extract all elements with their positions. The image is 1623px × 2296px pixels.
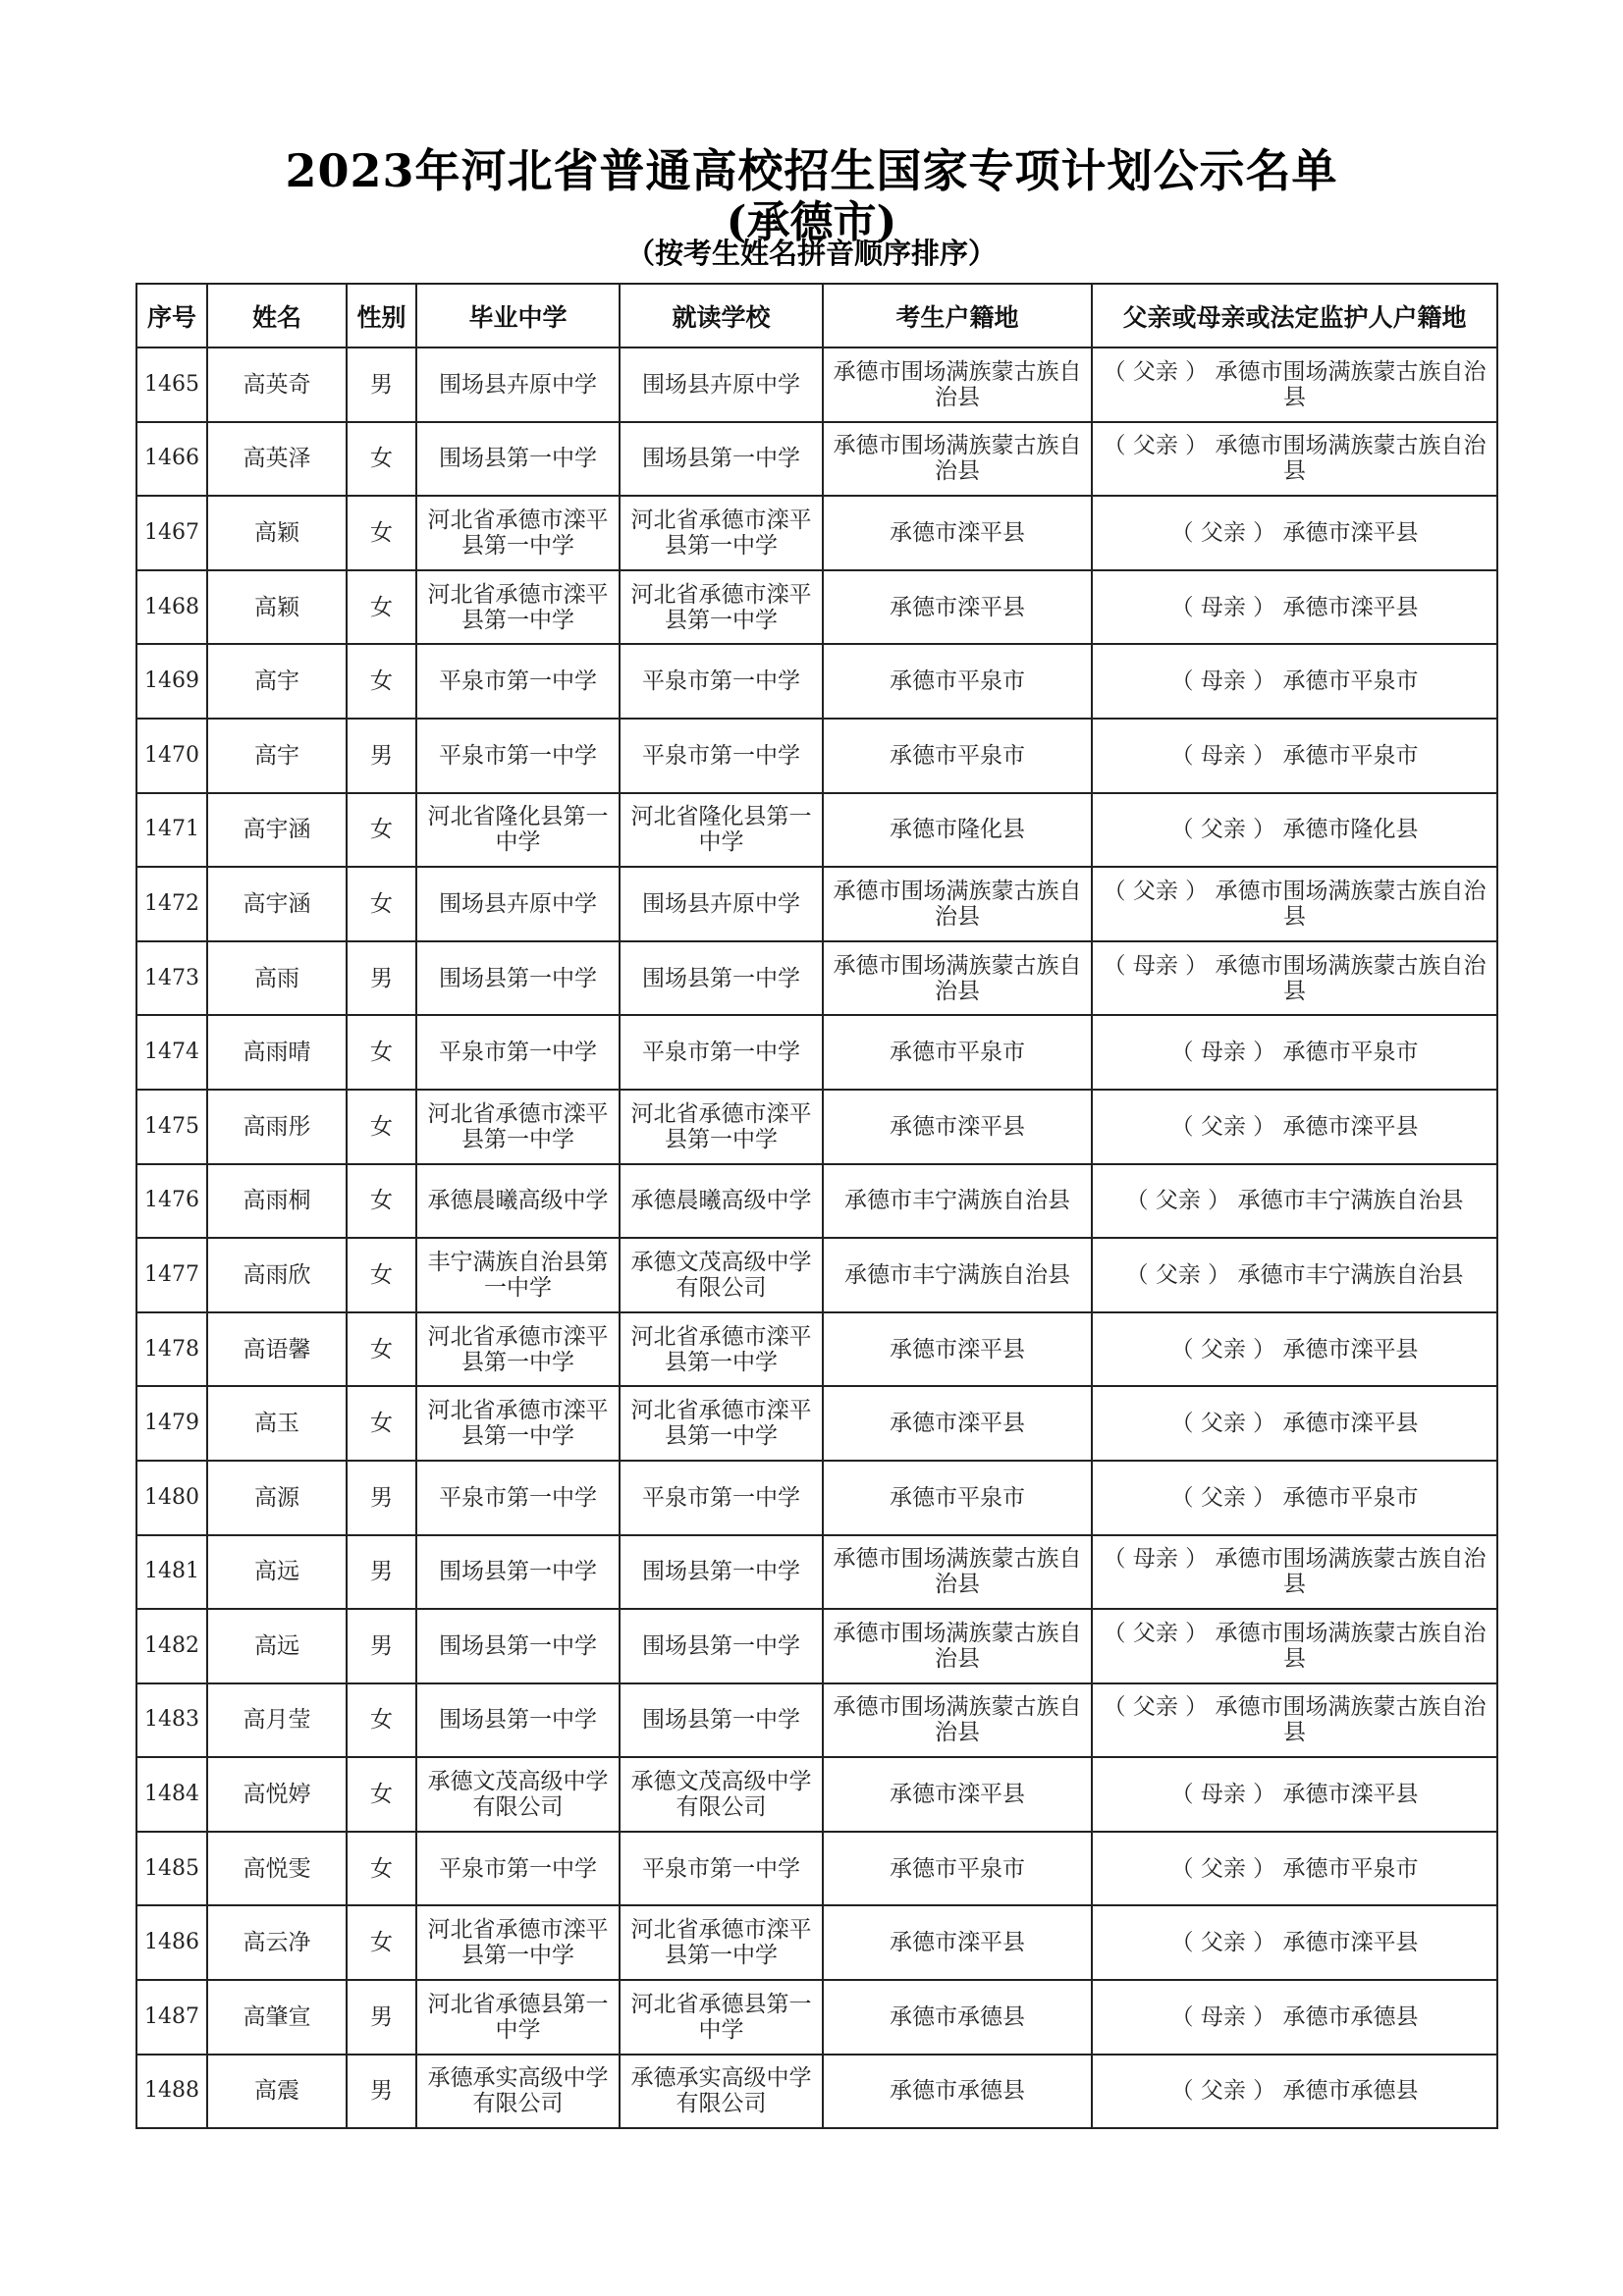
table-row [136,1757,1497,1832]
cell-no: 1482 [136,1609,207,1683]
cell-gender: 男 [347,719,416,793]
cell-gender: 女 [347,1683,416,1758]
cell-gender: 女 [347,570,416,645]
guardian-place: 承德市滦平县 [1282,1930,1419,1956]
table-row [136,1832,1497,1906]
cell-name: 高宇 [207,644,347,719]
cell-gender: 男 [347,941,416,1016]
cell-guardian-household [1092,644,1497,719]
cell-no: 1480 [136,1461,207,1535]
cell-grad-school: 围场县第一中学 [416,1609,620,1683]
cell-study-school: 围场县第一中学 [620,1683,823,1758]
table-row [136,1609,1497,1683]
sort-note: （按考生姓名拼音顺序排序） [625,237,997,270]
cell-gender: 男 [347,1609,416,1683]
guardian-relation: （ 父亲 ） [1125,1188,1231,1214]
cell-no: 1478 [136,1312,207,1387]
cell-name: 高雨晴 [207,1015,347,1090]
cell-study-school: 围场县第一中学 [620,422,823,497]
guardian-place: 承德市滦平县 [1282,1411,1419,1437]
cell-no: 1471 [136,793,207,868]
cell-household: 承德市围场满族蒙古族自治县 [823,1535,1092,1610]
cell-household: 承德市滦平县 [823,496,1092,570]
table-row [136,347,1497,422]
cell-household: 承德市滦平县 [823,1312,1092,1387]
guardian-relation: （ 母亲 ） [1170,668,1276,695]
cell-household: 承德市平泉市 [823,1015,1092,1090]
cell-study-school: 平泉市第一中学 [620,719,823,793]
guardian-relation: （ 父亲 ） [1170,817,1276,843]
cell-name: 高雨桐 [207,1164,347,1239]
cell-gender: 女 [347,793,416,868]
cell-grad-school: 河北省承德市滦平县第一中学 [416,1386,620,1461]
table-row [136,1980,1497,2055]
cell-household: 承德市围场满族蒙古族自治县 [823,1683,1092,1758]
header-guardian-household: 父亲或母亲或法定监护人户籍地 [1092,284,1497,347]
cell-study-school: 河北省承德市滦平县第一中学 [620,1386,823,1461]
cell-household: 承德市丰宁满族自治县 [823,1238,1092,1312]
header-no: 序号 [136,284,207,347]
table-row [136,1535,1497,1610]
header-row [136,284,1497,347]
cell-gender: 女 [347,1312,416,1387]
cell-guardian-household [1092,1312,1497,1387]
cell-no: 1487 [136,1980,207,2055]
table-body [136,347,1497,2128]
header-gender: 性别 [347,284,416,347]
guardian-relation: （ 母亲 ） [1170,1782,1276,1808]
cell-name: 高英奇 [207,347,347,422]
guardian-relation: （ 母亲 ） [1170,1040,1276,1066]
guardian-place: 承德市滦平县 [1282,1113,1419,1140]
cell-guardian-household [1092,496,1497,570]
cell-no: 1476 [136,1164,207,1239]
cell-grad-school: 承德承实高级中学有限公司 [416,2055,620,2129]
table-row [136,422,1497,497]
cell-name: 高远 [207,1535,347,1610]
cell-grad-school: 河北省承德市滦平县第一中学 [416,1905,620,1980]
cell-household: 承德市承德县 [823,2055,1092,2129]
guardian-relation: （ 父亲 ） [1170,1930,1276,1956]
cell-no: 1481 [136,1535,207,1610]
guardian-relation: （ 父亲 ） [1103,358,1209,385]
cell-household: 承德市平泉市 [823,644,1092,719]
table-row [136,1090,1497,1164]
header-grad-school: 毕业中学 [416,284,620,347]
cell-name: 高震 [207,2055,347,2129]
guardian-relation: （ 父亲 ） [1170,1113,1276,1140]
cell-household: 承德市滦平县 [823,1757,1092,1832]
guardian-relation: （ 父亲 ） [1103,878,1209,904]
cell-no: 1465 [136,347,207,422]
cell-no: 1477 [136,1238,207,1312]
cell-study-school: 河北省承德市滦平县第一中学 [620,570,823,645]
guardian-place: 承德市平泉市 [1282,668,1419,695]
cell-name: 高雨欣 [207,1238,347,1312]
cell-name: 高雨 [207,941,347,1016]
cell-study-school: 河北省承德市滦平县第一中学 [620,1905,823,1980]
cell-no: 1469 [136,644,207,719]
cell-name: 高玉 [207,1386,347,1461]
cell-guardian-household [1092,1757,1497,1832]
cell-household: 承德市平泉市 [823,1832,1092,1906]
cell-household: 承德市滦平县 [823,570,1092,645]
cell-gender: 男 [347,2055,416,2129]
cell-gender: 女 [347,1386,416,1461]
cell-household: 承德市围场满族蒙古族自治县 [823,867,1092,941]
document-title: 2023年河北省普通高校招生国家专项计划公示名单 [285,144,1338,197]
cell-household: 承德市丰宁满族自治县 [823,1164,1092,1239]
guardian-place: 承德市围场满族蒙古族自治县 [1215,358,1487,410]
cell-household: 承德市滦平县 [823,1905,1092,1980]
cell-study-school: 平泉市第一中学 [620,1832,823,1906]
cell-name: 高语馨 [207,1312,347,1387]
cell-gender: 女 [347,1164,416,1239]
guardian-relation: （ 父亲 ） [1125,1261,1231,1288]
cell-household: 承德市平泉市 [823,1461,1092,1535]
cell-household: 承德市承德县 [823,1980,1092,2055]
cell-guardian-household [1092,1683,1497,1758]
cell-grad-school: 平泉市第一中学 [416,1015,620,1090]
cell-grad-school: 河北省承德县第一中学 [416,1980,620,2055]
cell-grad-school: 丰宁满族自治县第一中学 [416,1238,620,1312]
guardian-place: 承德市丰宁满族自治县 [1237,1261,1464,1288]
cell-household: 承德市围场满族蒙古族自治县 [823,422,1092,497]
guardian-place: 承德市滦平县 [1282,1336,1419,1362]
guardian-relation: （ 父亲 ） [1170,1411,1276,1437]
cell-no: 1466 [136,422,207,497]
guardian-relation: （ 父亲 ） [1170,519,1276,546]
cell-guardian-household [1092,422,1497,497]
cell-study-school: 承德文茂高级中学有限公司 [620,1757,823,1832]
cell-grad-school: 河北省承德市滦平县第一中学 [416,570,620,645]
cell-gender: 女 [347,1905,416,1980]
cell-no: 1483 [136,1683,207,1758]
table-row [136,496,1497,570]
cell-name: 高云净 [207,1905,347,1980]
cell-study-school: 承德承实高级中学有限公司 [620,2055,823,2129]
guardian-relation: （ 父亲 ） [1103,1620,1209,1646]
cell-grad-school: 平泉市第一中学 [416,719,620,793]
header-study-school: 就读学校 [620,284,823,347]
guardian-relation: （ 父亲 ） [1170,1336,1276,1362]
cell-no: 1472 [136,867,207,941]
cell-guardian-household [1092,1386,1497,1461]
cell-study-school: 平泉市第一中学 [620,1015,823,1090]
cell-gender: 女 [347,1090,416,1164]
guardian-relation: （ 母亲 ） [1170,742,1276,769]
cell-household: 承德市滦平县 [823,1090,1092,1164]
guardian-relation: （ 父亲 ） [1170,1855,1276,1882]
cell-name: 高宇 [207,719,347,793]
cell-name: 高源 [207,1461,347,1535]
cell-gender: 女 [347,1832,416,1906]
cell-guardian-household [1092,1535,1497,1610]
guardian-place: 承德市围场满族蒙古族自治县 [1215,1546,1487,1598]
table-row [136,1312,1497,1387]
table-row [136,719,1497,793]
cell-grad-school: 平泉市第一中学 [416,1461,620,1535]
cell-gender: 女 [347,644,416,719]
cell-study-school: 平泉市第一中学 [620,644,823,719]
cell-grad-school: 围场县第一中学 [416,422,620,497]
cell-household: 承德市围场满族蒙古族自治县 [823,941,1092,1016]
guardian-place: 承德市围场满族蒙古族自治县 [1215,952,1487,1004]
cell-name: 高悦雯 [207,1832,347,1906]
cell-study-school: 承德文茂高级中学有限公司 [620,1238,823,1312]
cell-gender: 女 [347,1015,416,1090]
table-row [136,1683,1497,1758]
guardian-relation: （ 父亲 ） [1170,2078,1276,2105]
guardian-place: 承德市围场满族蒙古族自治县 [1215,1620,1487,1672]
cell-grad-school: 平泉市第一中学 [416,644,620,719]
cell-gender: 男 [347,1980,416,2055]
cell-guardian-household [1092,1164,1497,1239]
guardian-place: 承德市平泉市 [1282,742,1419,769]
cell-grad-school: 围场县第一中学 [416,1683,620,1758]
guardian-place: 承德市滦平县 [1282,594,1419,620]
cell-study-school: 河北省承德市滦平县第一中学 [620,1090,823,1164]
cell-no: 1475 [136,1090,207,1164]
cell-guardian-household [1092,347,1497,422]
cell-gender: 女 [347,867,416,941]
cell-guardian-household [1092,941,1497,1016]
table-row [136,644,1497,719]
guardian-place: 承德市围场满族蒙古族自治县 [1215,1694,1487,1746]
cell-grad-school: 围场县第一中学 [416,1535,620,1610]
cell-no: 1467 [136,496,207,570]
cell-household: 承德市围场满族蒙古族自治县 [823,347,1092,422]
guardian-place: 承德市平泉市 [1282,1484,1419,1511]
table-row [136,1164,1497,1239]
cell-grad-school: 平泉市第一中学 [416,1832,620,1906]
cell-grad-school: 河北省隆化县第一中学 [416,793,620,868]
cell-name: 高月莹 [207,1683,347,1758]
cell-gender: 女 [347,1757,416,1832]
cell-guardian-household [1092,570,1497,645]
guardian-relation: （ 母亲 ） [1170,2003,1276,2030]
guardian-relation: （ 母亲 ） [1170,594,1276,620]
cell-gender: 男 [347,347,416,422]
cell-grad-school: 承德晨曦高级中学 [416,1164,620,1239]
table-row [136,1905,1497,1980]
cell-no: 1468 [136,570,207,645]
cell-no: 1474 [136,1015,207,1090]
cell-name: 高肇宣 [207,1980,347,2055]
guardian-place: 承德市丰宁满族自治县 [1237,1188,1464,1214]
guardian-place: 承德市承德县 [1282,2003,1419,2030]
cell-name: 高宇涵 [207,867,347,941]
table-row [136,1238,1497,1312]
cell-study-school: 围场县卉原中学 [620,867,823,941]
guardian-place: 承德市围场满族蒙古族自治县 [1215,878,1487,930]
cell-grad-school: 承德文茂高级中学有限公司 [416,1757,620,1832]
roster-table [135,283,1498,2129]
guardian-relation: （ 父亲 ） [1103,1694,1209,1721]
header-household: 考生户籍地 [823,284,1092,347]
cell-grad-school: 河北省承德市滦平县第一中学 [416,496,620,570]
table-row [136,793,1497,868]
cell-name: 高颖 [207,570,347,645]
cell-study-school: 围场县卉原中学 [620,347,823,422]
cell-grad-school: 河北省承德市滦平县第一中学 [416,1312,620,1387]
guardian-relation: （ 父亲 ） [1103,433,1209,459]
cell-grad-school: 围场县第一中学 [416,941,620,1016]
cell-guardian-household [1092,1015,1497,1090]
cell-gender: 女 [347,496,416,570]
cell-study-school: 河北省隆化县第一中学 [620,793,823,868]
cell-name: 高颖 [207,496,347,570]
cell-gender: 女 [347,1238,416,1312]
cell-household: 承德市平泉市 [823,719,1092,793]
table-row [136,570,1497,645]
cell-guardian-household [1092,1905,1497,1980]
cell-no: 1484 [136,1757,207,1832]
cell-study-school: 承德晨曦高级中学 [620,1164,823,1239]
cell-grad-school: 围场县卉原中学 [416,867,620,941]
cell-guardian-household [1092,1980,1497,2055]
guardian-relation: （ 父亲 ） [1170,1484,1276,1511]
cell-gender: 男 [347,1535,416,1610]
cell-name: 高远 [207,1609,347,1683]
cell-guardian-household [1092,793,1497,868]
cell-study-school: 平泉市第一中学 [620,1461,823,1535]
cell-no: 1485 [136,1832,207,1906]
cell-guardian-household [1092,1090,1497,1164]
cell-guardian-household [1092,2055,1497,2129]
cell-no: 1479 [136,1386,207,1461]
guardian-place: 承德市平泉市 [1282,1040,1419,1066]
table-row [136,1386,1497,1461]
cell-no: 1486 [136,1905,207,1980]
cell-household: 承德市围场满族蒙古族自治县 [823,1609,1092,1683]
guardian-place: 承德市隆化县 [1282,817,1419,843]
table-row [136,1461,1497,1535]
cell-guardian-household [1092,1609,1497,1683]
cell-guardian-household [1092,1238,1497,1312]
cell-gender: 女 [347,422,416,497]
header-name: 姓名 [207,284,347,347]
cell-study-school: 围场县第一中学 [620,1535,823,1610]
cell-grad-school: 围场县卉原中学 [416,347,620,422]
cell-guardian-household [1092,867,1497,941]
guardian-place: 承德市滦平县 [1282,1782,1419,1808]
cell-guardian-household [1092,719,1497,793]
cell-study-school: 河北省承德市滦平县第一中学 [620,496,823,570]
cell-study-school: 围场县第一中学 [620,1609,823,1683]
cell-guardian-household [1092,1832,1497,1906]
cell-household: 承德市隆化县 [823,793,1092,868]
cell-study-school: 河北省承德市滦平县第一中学 [620,1312,823,1387]
table-row [136,2055,1497,2129]
cell-name: 高悦婷 [207,1757,347,1832]
cell-no: 1488 [136,2055,207,2129]
cell-name: 高雨彤 [207,1090,347,1164]
cell-household: 承德市滦平县 [823,1386,1092,1461]
cell-no: 1473 [136,941,207,1016]
guardian-place: 承德市承德县 [1282,2078,1419,2105]
guardian-place: 承德市平泉市 [1282,1855,1419,1882]
guardian-place: 承德市滦平县 [1282,519,1419,546]
cell-no: 1470 [136,719,207,793]
table-row [136,867,1497,941]
table-row [136,1015,1497,1090]
guardian-relation: （ 母亲 ） [1103,952,1209,979]
guardian-place: 承德市围场满族蒙古族自治县 [1215,433,1487,485]
guardian-relation: （ 母亲 ） [1103,1546,1209,1573]
cell-guardian-household [1092,1461,1497,1535]
table-row [136,941,1497,1016]
cell-study-school: 围场县第一中学 [620,941,823,1016]
cell-study-school: 河北省承德县第一中学 [620,1980,823,2055]
cell-name: 高英泽 [207,422,347,497]
cell-name: 高宇涵 [207,793,347,868]
document-subtitle: (承德市) [726,197,897,247]
cell-gender: 男 [347,1461,416,1535]
cell-grad-school: 河北省承德市滦平县第一中学 [416,1090,620,1164]
